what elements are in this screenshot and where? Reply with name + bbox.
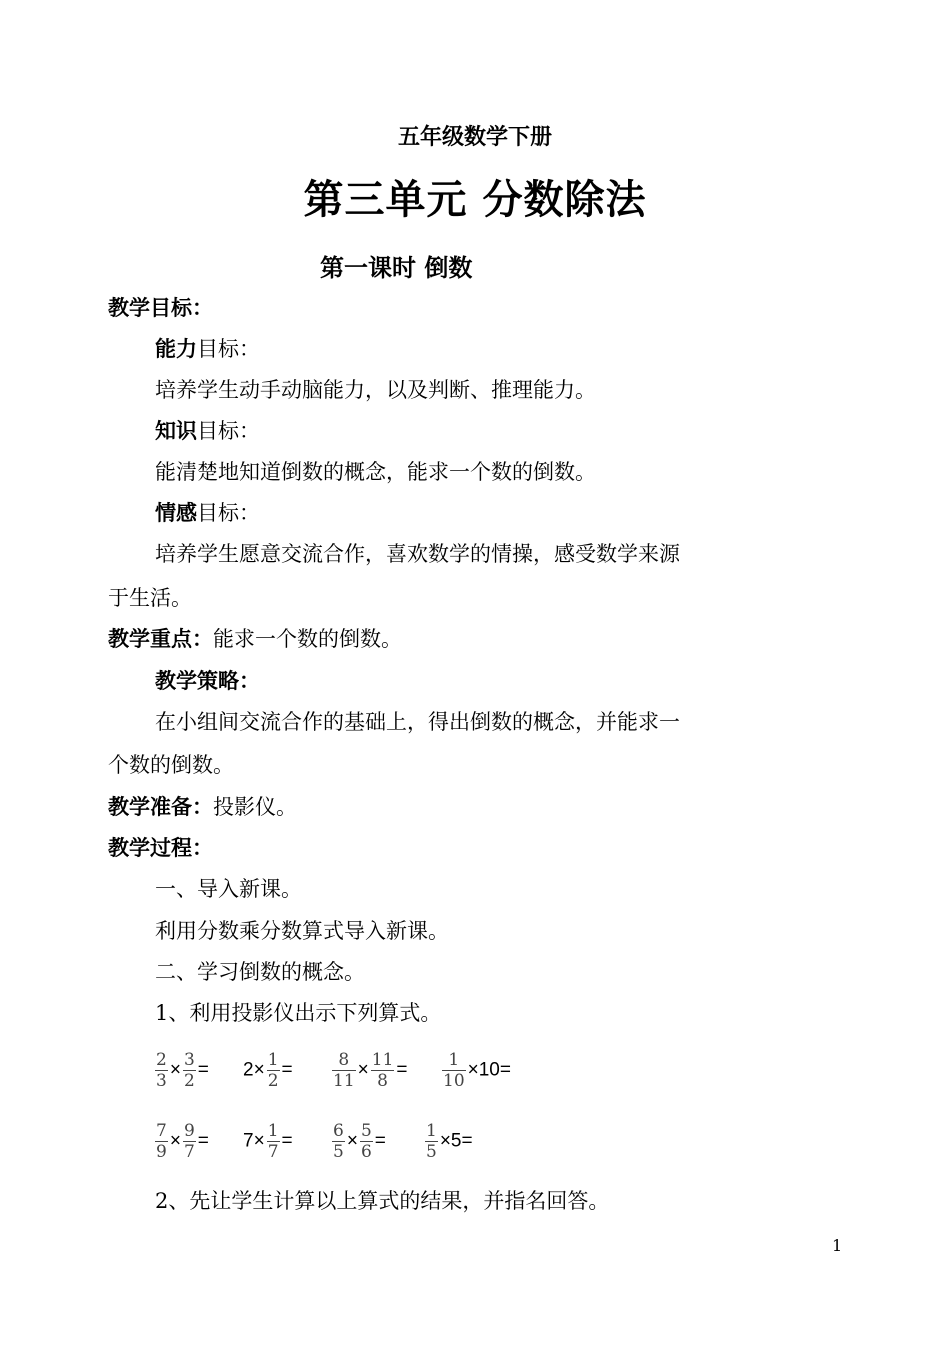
- emotion-suffix: 目标：: [197, 501, 260, 525]
- process-step-1: 一、导入新课。: [155, 877, 302, 901]
- emotion-objective-text-1: 培养学生愿意交流合作，喜欢数学的情操，感受数学来源: [155, 542, 680, 566]
- preparation-text: 投影仪。: [213, 795, 297, 819]
- ability-suffix: 目标：: [197, 337, 260, 361]
- page-number: 1: [832, 1236, 843, 1255]
- emotion-label: 情感: [155, 500, 197, 525]
- lesson-title: 第一课时 倒数: [320, 253, 473, 282]
- objectives-heading: 教学目标：: [108, 295, 213, 320]
- key-point-label: 教学重点：: [108, 626, 213, 651]
- expression-2-times-1-2: 2× $\frac{1}{2}$ =: [243, 1050, 293, 1091]
- fraction: $\frac{8}{11}$: [333, 1050, 355, 1091]
- fraction: $\frac{6}{5}$: [333, 1121, 344, 1162]
- fraction: $\frac{11}{8}$: [371, 1050, 394, 1091]
- knowledge-objective-text: 能清楚地知道倒数的概念，能求一个数的倒数。: [155, 460, 596, 484]
- key-point: [108, 624, 402, 654]
- expression-1-5-times-5: $\frac{1}{5}$ ×5=: [426, 1121, 473, 1162]
- preparation: [108, 792, 297, 822]
- fraction: $\frac{3}{2}$: [183, 1050, 195, 1091]
- strategy-text-2: 个数的倒数。: [108, 753, 234, 777]
- ability-objective-text: 培养学生动手动脑能力，以及判断、推理能力。: [155, 378, 596, 402]
- strategy-label: 教学策略：: [155, 668, 260, 693]
- expression-1-10-times-10: $\frac{1}{10}$ ×10=: [443, 1050, 511, 1091]
- ability-label: 能力: [155, 336, 197, 361]
- ability-objective-label: [155, 334, 260, 364]
- preparation-label: 教学准备：: [108, 794, 213, 819]
- fraction: $\frac{9}{7}$: [183, 1121, 195, 1162]
- strategy-text-1: 在小组间交流合作的基础上，得出倒数的概念，并能求一: [155, 710, 680, 734]
- process-step-2-item-2: 2、先让学生计算以上算式的结果，并指名回答。: [155, 1189, 610, 1213]
- fraction: $\frac{1}{2}$: [267, 1050, 279, 1091]
- knowledge-label: 知识: [155, 418, 197, 443]
- expression-7-times-1-7: 7× $\frac{1}{7}$ =: [243, 1121, 293, 1162]
- fraction: $\frac{7}{9}$: [156, 1121, 167, 1162]
- fraction: $\frac{1}{7}$: [267, 1121, 279, 1162]
- knowledge-suffix: 目标：: [197, 419, 260, 443]
- process-step-1-text: 利用分数乘分数算式导入新课。: [155, 919, 449, 943]
- expression-7-9-times-9-7: $\frac{7}{9}$ × $\frac{9}{7}$ =: [156, 1121, 209, 1162]
- knowledge-objective-label: [155, 416, 260, 446]
- expression-6-5-times-5-6: $\frac{6}{5}$ × $\frac{5}{6}$ =: [333, 1121, 386, 1162]
- expression-2-3-times-3-2: $\frac{2}{3}$ × $\frac{3}{2}$ =: [156, 1050, 209, 1091]
- emotion-objective-text-2: 于生活。: [108, 586, 192, 610]
- fraction: $\frac{2}{3}$: [156, 1050, 167, 1091]
- unit-title: 第三单元 分数除法: [303, 176, 647, 223]
- grade-title: 五年级数学下册: [397, 124, 552, 150]
- emotion-objective-label: [155, 498, 260, 528]
- fraction: $\frac{1}{5}$: [426, 1121, 437, 1162]
- expression-8-11-times-11-8: $\frac{8}{11}$ × $\frac{11}{8}$ =: [333, 1050, 408, 1091]
- fraction: $\frac{1}{10}$: [443, 1050, 465, 1091]
- key-point-text: 能求一个数的倒数。: [213, 627, 402, 651]
- fraction: $\frac{5}{6}$: [360, 1121, 372, 1162]
- process-label: 教学过程：: [108, 835, 213, 860]
- process-step-2-item-1: 1、利用投影仪出示下列算式。: [155, 1001, 442, 1025]
- process-step-2: 二、学习倒数的概念。: [155, 960, 365, 984]
